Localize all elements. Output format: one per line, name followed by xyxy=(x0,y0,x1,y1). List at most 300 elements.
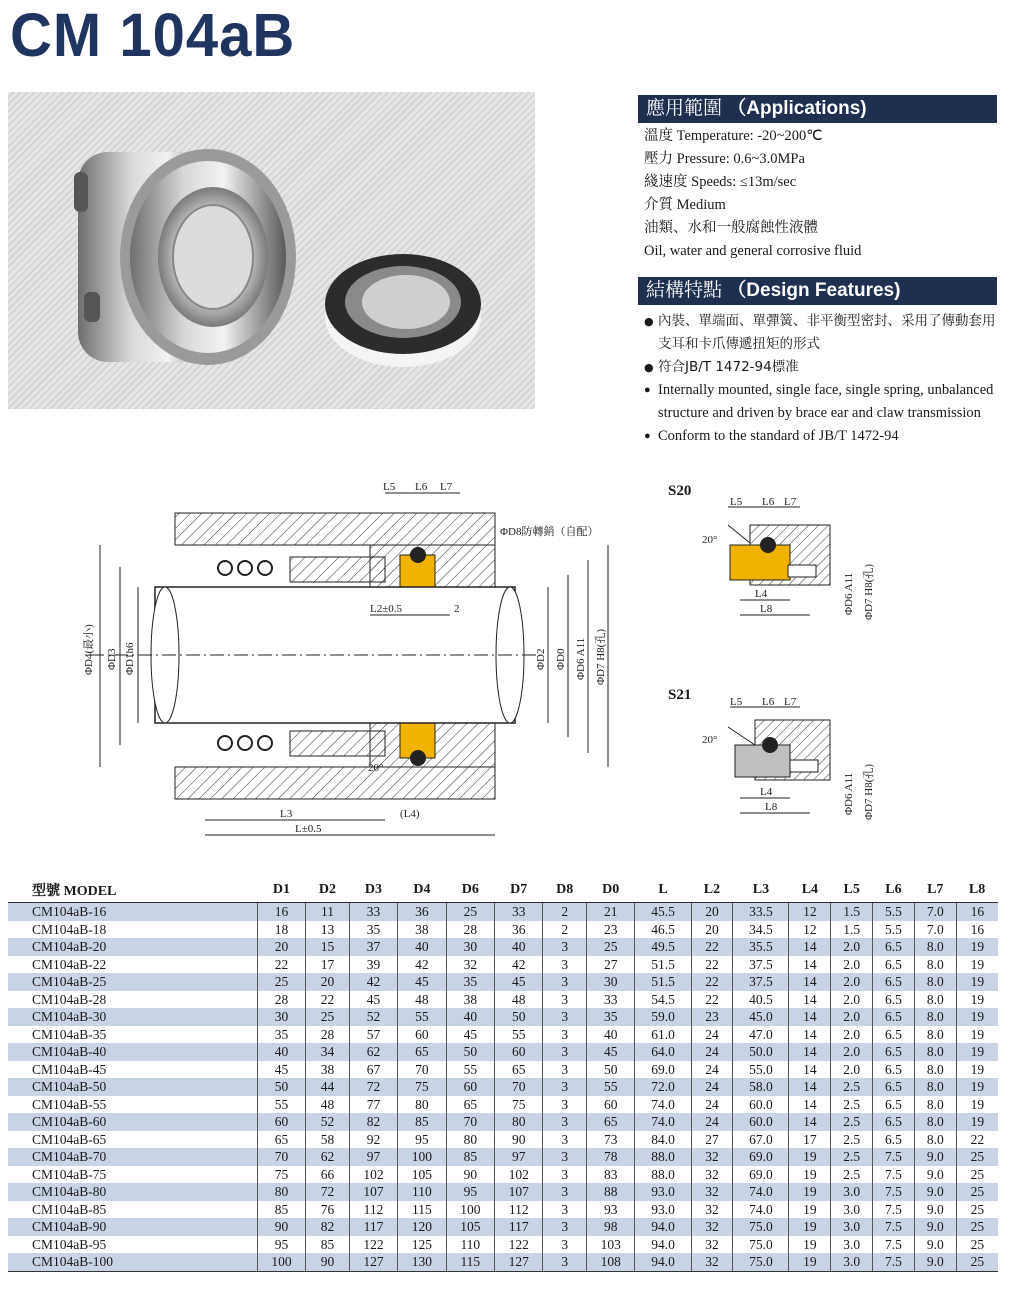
value-cell: 65 xyxy=(446,1096,494,1114)
value-cell: 85 xyxy=(257,1201,305,1219)
s21-l8-label: L8 xyxy=(765,801,778,813)
value-cell: 6.5 xyxy=(873,938,915,956)
value-cell: 5.5 xyxy=(873,921,915,939)
value-cell: 3.0 xyxy=(831,1218,873,1236)
value-cell: 105 xyxy=(398,1166,446,1184)
value-cell: 93 xyxy=(587,1201,635,1219)
value-cell: 33 xyxy=(349,903,397,921)
value-cell: 62 xyxy=(306,1148,350,1166)
value-cell: 115 xyxy=(446,1253,494,1271)
dim-two-label: 2 xyxy=(454,603,460,615)
column-header: D4 xyxy=(398,878,446,903)
dim-l7-label: L7 xyxy=(440,481,453,493)
s21-d7-label: ΦD7 H8(孔) xyxy=(863,763,875,820)
s21-l5-label: L5 xyxy=(730,696,743,708)
value-cell: 90 xyxy=(306,1253,350,1271)
value-cell: 19 xyxy=(789,1201,831,1219)
value-cell: 3 xyxy=(543,1061,587,1079)
value-cell: 3 xyxy=(543,1026,587,1044)
value-cell: 3 xyxy=(543,1148,587,1166)
value-cell: 85 xyxy=(446,1148,494,1166)
table-row xyxy=(8,991,998,1009)
value-cell: 14 xyxy=(789,1078,831,1096)
value-cell: 46.5 xyxy=(635,921,691,939)
value-cell: 8.0 xyxy=(914,1061,956,1079)
value-cell: 19 xyxy=(956,1061,998,1079)
value-cell: 2 xyxy=(543,903,587,921)
value-cell: 3 xyxy=(543,1183,587,1201)
s20-label: S20 xyxy=(668,483,692,499)
value-cell: 39 xyxy=(349,956,397,974)
value-cell: 19 xyxy=(789,1166,831,1184)
value-cell: 14 xyxy=(789,956,831,974)
model-cell: CM104aB-30 xyxy=(8,1008,257,1026)
value-cell: 54.5 xyxy=(635,991,691,1009)
dim-l-label: L±0.5 xyxy=(295,823,322,835)
value-cell: 6.5 xyxy=(873,1078,915,1096)
value-cell: 94.0 xyxy=(635,1218,691,1236)
value-cell: 3.0 xyxy=(831,1236,873,1254)
s20-l7-label: L7 xyxy=(784,496,797,508)
value-cell: 3 xyxy=(543,1078,587,1096)
value-cell: 75 xyxy=(398,1078,446,1096)
value-cell: 50.0 xyxy=(733,1043,789,1061)
column-header: D0 xyxy=(587,878,635,903)
value-cell: 22 xyxy=(257,956,305,974)
value-cell: 3 xyxy=(543,1008,587,1026)
value-cell: 88.0 xyxy=(635,1166,691,1184)
value-cell: 7.5 xyxy=(873,1201,915,1219)
value-cell: 112 xyxy=(495,1201,543,1219)
model-cell: CM104aB-20 xyxy=(8,938,257,956)
value-cell: 110 xyxy=(446,1236,494,1254)
value-cell: 70 xyxy=(257,1148,305,1166)
dim-d3-label: ΦD3 xyxy=(106,648,118,670)
dim-d1-label: ΦD1h6 xyxy=(124,642,136,675)
value-cell: 2.0 xyxy=(831,991,873,1009)
value-cell: 19 xyxy=(789,1253,831,1271)
value-cell: 117 xyxy=(495,1218,543,1236)
value-cell: 80 xyxy=(257,1183,305,1201)
value-cell: 1.5 xyxy=(831,921,873,939)
value-cell: 47.0 xyxy=(733,1026,789,1044)
value-cell: 77 xyxy=(349,1096,397,1114)
table-row xyxy=(8,1183,998,1201)
value-cell: 3 xyxy=(543,1236,587,1254)
value-cell: 93.0 xyxy=(635,1183,691,1201)
value-cell: 32 xyxy=(691,1166,733,1184)
value-cell: 103 xyxy=(587,1236,635,1254)
applications-heading-en: （Applications) xyxy=(727,98,867,119)
s21-angle-label: 20° xyxy=(702,734,718,746)
value-cell: 18 xyxy=(257,921,305,939)
model-cell: CM104aB-65 xyxy=(8,1131,257,1149)
table-row xyxy=(8,1236,998,1254)
column-header: L7 xyxy=(914,878,956,903)
value-cell: 19 xyxy=(956,973,998,991)
value-cell: 24 xyxy=(691,1043,733,1061)
value-cell: 22 xyxy=(691,973,733,991)
value-cell: 23 xyxy=(691,1008,733,1026)
value-cell: 8.0 xyxy=(914,1026,956,1044)
feature-item: ● Internally mounted, single face, single spring, unbalanced structure and driven by brace ear and claw transmission xyxy=(644,379,1004,425)
value-cell: 8.0 xyxy=(914,973,956,991)
s21-label: S21 xyxy=(668,687,692,703)
table-row xyxy=(8,903,998,921)
table-row xyxy=(8,1166,998,1184)
value-cell: 3 xyxy=(543,1096,587,1114)
model-cell: CM104aB-18 xyxy=(8,921,257,939)
table-row xyxy=(8,1218,998,1236)
table-row xyxy=(8,1148,998,1166)
value-cell: 48 xyxy=(495,991,543,1009)
medium-zh-line: 油類、水和一般腐蝕性液體 xyxy=(644,220,818,236)
value-cell: 42 xyxy=(495,956,543,974)
value-cell: 14 xyxy=(789,1043,831,1061)
value-cell: 94.0 xyxy=(635,1236,691,1254)
value-cell: 20 xyxy=(257,938,305,956)
value-cell: 38 xyxy=(398,921,446,939)
column-header: D8 xyxy=(543,878,587,903)
value-cell: 2.5 xyxy=(831,1131,873,1149)
value-cell: 17 xyxy=(789,1131,831,1149)
value-cell: 33.5 xyxy=(733,903,789,921)
value-cell: 40 xyxy=(587,1026,635,1044)
value-cell: 32 xyxy=(691,1148,733,1166)
value-cell: 60 xyxy=(587,1096,635,1114)
value-cell: 15 xyxy=(306,938,350,956)
model-cell: CM104aB-100 xyxy=(8,1253,257,1271)
value-cell: 117 xyxy=(349,1218,397,1236)
value-cell: 37 xyxy=(349,938,397,956)
column-header: D2 xyxy=(306,878,350,903)
value-cell: 65 xyxy=(587,1113,635,1131)
value-cell: 64.0 xyxy=(635,1043,691,1061)
value-cell: 58.0 xyxy=(733,1078,789,1096)
value-cell: 2 xyxy=(543,921,587,939)
model-cell: CM104aB-70 xyxy=(8,1148,257,1166)
value-cell: 8.0 xyxy=(914,991,956,1009)
value-cell: 32 xyxy=(691,1236,733,1254)
value-cell: 92 xyxy=(349,1131,397,1149)
value-cell: 65 xyxy=(495,1061,543,1079)
dim-l5-label: L5 xyxy=(383,481,396,493)
value-cell: 16 xyxy=(956,903,998,921)
table-row xyxy=(8,1201,998,1219)
value-cell: 32 xyxy=(691,1183,733,1201)
value-cell: 80 xyxy=(446,1131,494,1149)
value-cell: 25 xyxy=(257,973,305,991)
value-cell: 65 xyxy=(398,1043,446,1061)
value-cell: 37.5 xyxy=(733,973,789,991)
value-cell: 19 xyxy=(956,1078,998,1096)
pressure-line: 壓力 Pressure: 0.6~3.0MPa xyxy=(644,151,805,167)
value-cell: 28 xyxy=(446,921,494,939)
value-cell: 28 xyxy=(257,991,305,1009)
value-cell: 19 xyxy=(956,938,998,956)
value-cell: 70 xyxy=(495,1078,543,1096)
value-cell: 84.0 xyxy=(635,1131,691,1149)
value-cell: 7.5 xyxy=(873,1183,915,1201)
s20-angle-label: 20° xyxy=(702,534,718,546)
value-cell: 25 xyxy=(306,1008,350,1026)
value-cell: 24 xyxy=(691,1113,733,1131)
value-cell: 2.5 xyxy=(831,1148,873,1166)
column-header: L2 xyxy=(691,878,733,903)
value-cell: 88.0 xyxy=(635,1148,691,1166)
value-cell: 12 xyxy=(789,921,831,939)
s21-detail-diagram xyxy=(700,695,890,845)
column-header: L3 xyxy=(733,878,789,903)
table-row xyxy=(8,1026,998,1044)
s20-l4-label: L4 xyxy=(755,588,768,600)
value-cell: 2.5 xyxy=(831,1166,873,1184)
model-cell: CM104aB-50 xyxy=(8,1078,257,1096)
value-cell: 52 xyxy=(349,1008,397,1026)
value-cell: 95 xyxy=(257,1236,305,1254)
value-cell: 3 xyxy=(543,1113,587,1131)
value-cell: 107 xyxy=(495,1183,543,1201)
value-cell: 13 xyxy=(306,921,350,939)
value-cell: 19 xyxy=(956,1008,998,1026)
value-cell: 90 xyxy=(257,1218,305,1236)
value-cell: 74.0 xyxy=(635,1096,691,1114)
model-cell: CM104aB-95 xyxy=(8,1236,257,1254)
value-cell: 14 xyxy=(789,1026,831,1044)
medium-line: 介質 Medium xyxy=(644,197,726,213)
value-cell: 69.0 xyxy=(733,1166,789,1184)
feature-item: ● 內裝、單端面、單彈簧、非平衡型密封、采用了傳動套用支耳和卡爪傳遞扭矩的形式 xyxy=(644,310,1004,356)
value-cell: 55 xyxy=(398,1008,446,1026)
s20-l6-label: L6 xyxy=(762,496,775,508)
value-cell: 8.0 xyxy=(914,938,956,956)
value-cell: 90 xyxy=(446,1166,494,1184)
dim-l2-label: L2±0.5 xyxy=(370,603,403,615)
cross-section-diagram xyxy=(70,475,630,850)
value-cell: 24 xyxy=(691,1096,733,1114)
column-header: L4 xyxy=(789,878,831,903)
value-cell: 2.5 xyxy=(831,1113,873,1131)
value-cell: 55 xyxy=(587,1078,635,1096)
value-cell: 5.5 xyxy=(873,903,915,921)
value-cell: 2.5 xyxy=(831,1096,873,1114)
value-cell: 9.0 xyxy=(914,1218,956,1236)
value-cell: 45 xyxy=(398,973,446,991)
value-cell: 8.0 xyxy=(914,1008,956,1026)
design-features-list xyxy=(644,310,1004,448)
value-cell: 19 xyxy=(789,1148,831,1166)
table-row xyxy=(8,1078,998,1096)
value-cell: 74.0 xyxy=(733,1201,789,1219)
value-cell: 125 xyxy=(398,1236,446,1254)
s20-d7-label: ΦD7 H8(孔) xyxy=(863,563,875,620)
page-title: CM 104aB xyxy=(10,1,296,70)
value-cell: 60 xyxy=(257,1113,305,1131)
value-cell: 25 xyxy=(956,1183,998,1201)
column-header: D3 xyxy=(349,878,397,903)
value-cell: 19 xyxy=(956,1096,998,1114)
value-cell: 6.5 xyxy=(873,956,915,974)
value-cell: 20 xyxy=(691,921,733,939)
value-cell: 49.5 xyxy=(635,938,691,956)
dim-d6-label: ΦD6 A11 xyxy=(575,637,587,680)
column-header: D6 xyxy=(446,878,494,903)
value-cell: 8.0 xyxy=(914,1113,956,1131)
value-cell: 3.0 xyxy=(831,1253,873,1271)
value-cell: 60 xyxy=(495,1043,543,1061)
value-cell: 3 xyxy=(543,1218,587,1236)
value-cell: 50 xyxy=(495,1008,543,1026)
column-header: L8 xyxy=(956,878,998,903)
value-cell: 48 xyxy=(306,1096,350,1114)
value-cell: 32 xyxy=(691,1218,733,1236)
value-cell: 7.5 xyxy=(873,1218,915,1236)
value-cell: 34 xyxy=(306,1043,350,1061)
value-cell: 40 xyxy=(495,938,543,956)
value-cell: 127 xyxy=(349,1253,397,1271)
value-cell: 16 xyxy=(956,921,998,939)
value-cell: 88 xyxy=(587,1183,635,1201)
value-cell: 25 xyxy=(956,1253,998,1271)
value-cell: 70 xyxy=(446,1113,494,1131)
table-row xyxy=(8,1253,998,1271)
product-photo xyxy=(8,92,535,409)
value-cell: 3 xyxy=(543,1253,587,1271)
value-cell: 28 xyxy=(306,1026,350,1044)
value-cell: 19 xyxy=(956,991,998,1009)
table-row xyxy=(8,973,998,991)
s20-d6-label: ΦD6 A11 xyxy=(843,572,855,615)
value-cell: 14 xyxy=(789,1061,831,1079)
feature-item: ● 符合JB/T 1472-94標准 xyxy=(644,356,1004,379)
value-cell: 35 xyxy=(349,921,397,939)
value-cell: 48 xyxy=(398,991,446,1009)
model-cell: CM104aB-22 xyxy=(8,956,257,974)
value-cell: 94.0 xyxy=(635,1253,691,1271)
value-cell: 8.0 xyxy=(914,1043,956,1061)
value-cell: 35 xyxy=(257,1026,305,1044)
value-cell: 38 xyxy=(306,1061,350,1079)
value-cell: 60.0 xyxy=(733,1113,789,1131)
table-row xyxy=(8,921,998,939)
table-header-row xyxy=(8,878,998,903)
value-cell: 60.0 xyxy=(733,1096,789,1114)
value-cell: 75.0 xyxy=(733,1236,789,1254)
angle-label: 20° xyxy=(368,762,384,774)
value-cell: 74.0 xyxy=(635,1113,691,1131)
value-cell: 22 xyxy=(691,938,733,956)
column-header: D7 xyxy=(495,878,543,903)
value-cell: 60 xyxy=(446,1078,494,1096)
table-row xyxy=(8,938,998,956)
value-cell: 30 xyxy=(257,1008,305,1026)
value-cell: 45 xyxy=(495,973,543,991)
value-cell: 66 xyxy=(306,1166,350,1184)
value-cell: 25 xyxy=(956,1201,998,1219)
value-cell: 36 xyxy=(398,903,446,921)
value-cell: 9.0 xyxy=(914,1201,956,1219)
model-cell: CM104aB-16 xyxy=(8,903,257,921)
value-cell: 122 xyxy=(349,1236,397,1254)
value-cell: 45 xyxy=(446,1026,494,1044)
value-cell: 45 xyxy=(587,1043,635,1061)
value-cell: 107 xyxy=(349,1183,397,1201)
model-cell: CM104aB-60 xyxy=(8,1113,257,1131)
value-cell: 8.0 xyxy=(914,1096,956,1114)
value-cell: 14 xyxy=(789,1096,831,1114)
value-cell: 72 xyxy=(349,1078,397,1096)
value-cell: 62 xyxy=(349,1043,397,1061)
value-cell: 14 xyxy=(789,1008,831,1026)
table-row xyxy=(8,1113,998,1131)
value-cell: 58 xyxy=(306,1131,350,1149)
value-cell: 44 xyxy=(306,1078,350,1096)
value-cell: 3 xyxy=(543,956,587,974)
value-cell: 100 xyxy=(398,1148,446,1166)
value-cell: 72 xyxy=(306,1183,350,1201)
value-cell: 7.5 xyxy=(873,1236,915,1254)
value-cell: 74.0 xyxy=(733,1183,789,1201)
value-cell: 19 xyxy=(956,1026,998,1044)
feature-item: ● Conform to the standard of JB/T 1472-94 xyxy=(644,425,1004,448)
table-row xyxy=(8,1043,998,1061)
s21-l4-label: L4 xyxy=(760,786,773,798)
value-cell: 32 xyxy=(691,1253,733,1271)
value-cell: 108 xyxy=(587,1253,635,1271)
s20-detail-diagram xyxy=(700,495,890,645)
value-cell: 25 xyxy=(446,903,494,921)
value-cell: 19 xyxy=(956,956,998,974)
model-cell: CM104aB-40 xyxy=(8,1043,257,1061)
value-cell: 98 xyxy=(587,1218,635,1236)
value-cell: 7.0 xyxy=(914,903,956,921)
value-cell: 2.0 xyxy=(831,1026,873,1044)
dim-d0-label: ΦD0 xyxy=(555,648,567,670)
value-cell: 7.5 xyxy=(873,1166,915,1184)
value-cell: 30 xyxy=(446,938,494,956)
value-cell: 38 xyxy=(446,991,494,1009)
value-cell: 9.0 xyxy=(914,1236,956,1254)
value-cell: 100 xyxy=(446,1201,494,1219)
column-header: D1 xyxy=(257,878,305,903)
value-cell: 55 xyxy=(446,1061,494,1079)
value-cell: 122 xyxy=(495,1236,543,1254)
dim-l3-label: L3 xyxy=(280,808,293,820)
value-cell: 61.0 xyxy=(635,1026,691,1044)
value-cell: 11 xyxy=(306,903,350,921)
temperature-line: 溫度 Temperature: -20~200℃ xyxy=(644,128,823,144)
column-header-model: 型號 MODEL xyxy=(8,878,257,903)
value-cell: 33 xyxy=(587,991,635,1009)
model-cell: CM104aB-45 xyxy=(8,1061,257,1079)
value-cell: 65 xyxy=(257,1131,305,1149)
value-cell: 24 xyxy=(691,1078,733,1096)
value-cell: 67 xyxy=(349,1061,397,1079)
value-cell: 45 xyxy=(349,991,397,1009)
value-cell: 8.0 xyxy=(914,1131,956,1149)
value-cell: 9.0 xyxy=(914,1148,956,1166)
value-cell: 110 xyxy=(398,1183,446,1201)
model-cell: CM104aB-25 xyxy=(8,973,257,991)
s21-l7-label: L7 xyxy=(784,696,797,708)
value-cell: 75.0 xyxy=(733,1218,789,1236)
value-cell: 112 xyxy=(349,1201,397,1219)
design-features-heading-en: （Design Features) xyxy=(727,280,901,301)
value-cell: 6.5 xyxy=(873,1061,915,1079)
value-cell: 19 xyxy=(789,1236,831,1254)
value-cell: 51.5 xyxy=(635,956,691,974)
value-cell: 22 xyxy=(691,956,733,974)
